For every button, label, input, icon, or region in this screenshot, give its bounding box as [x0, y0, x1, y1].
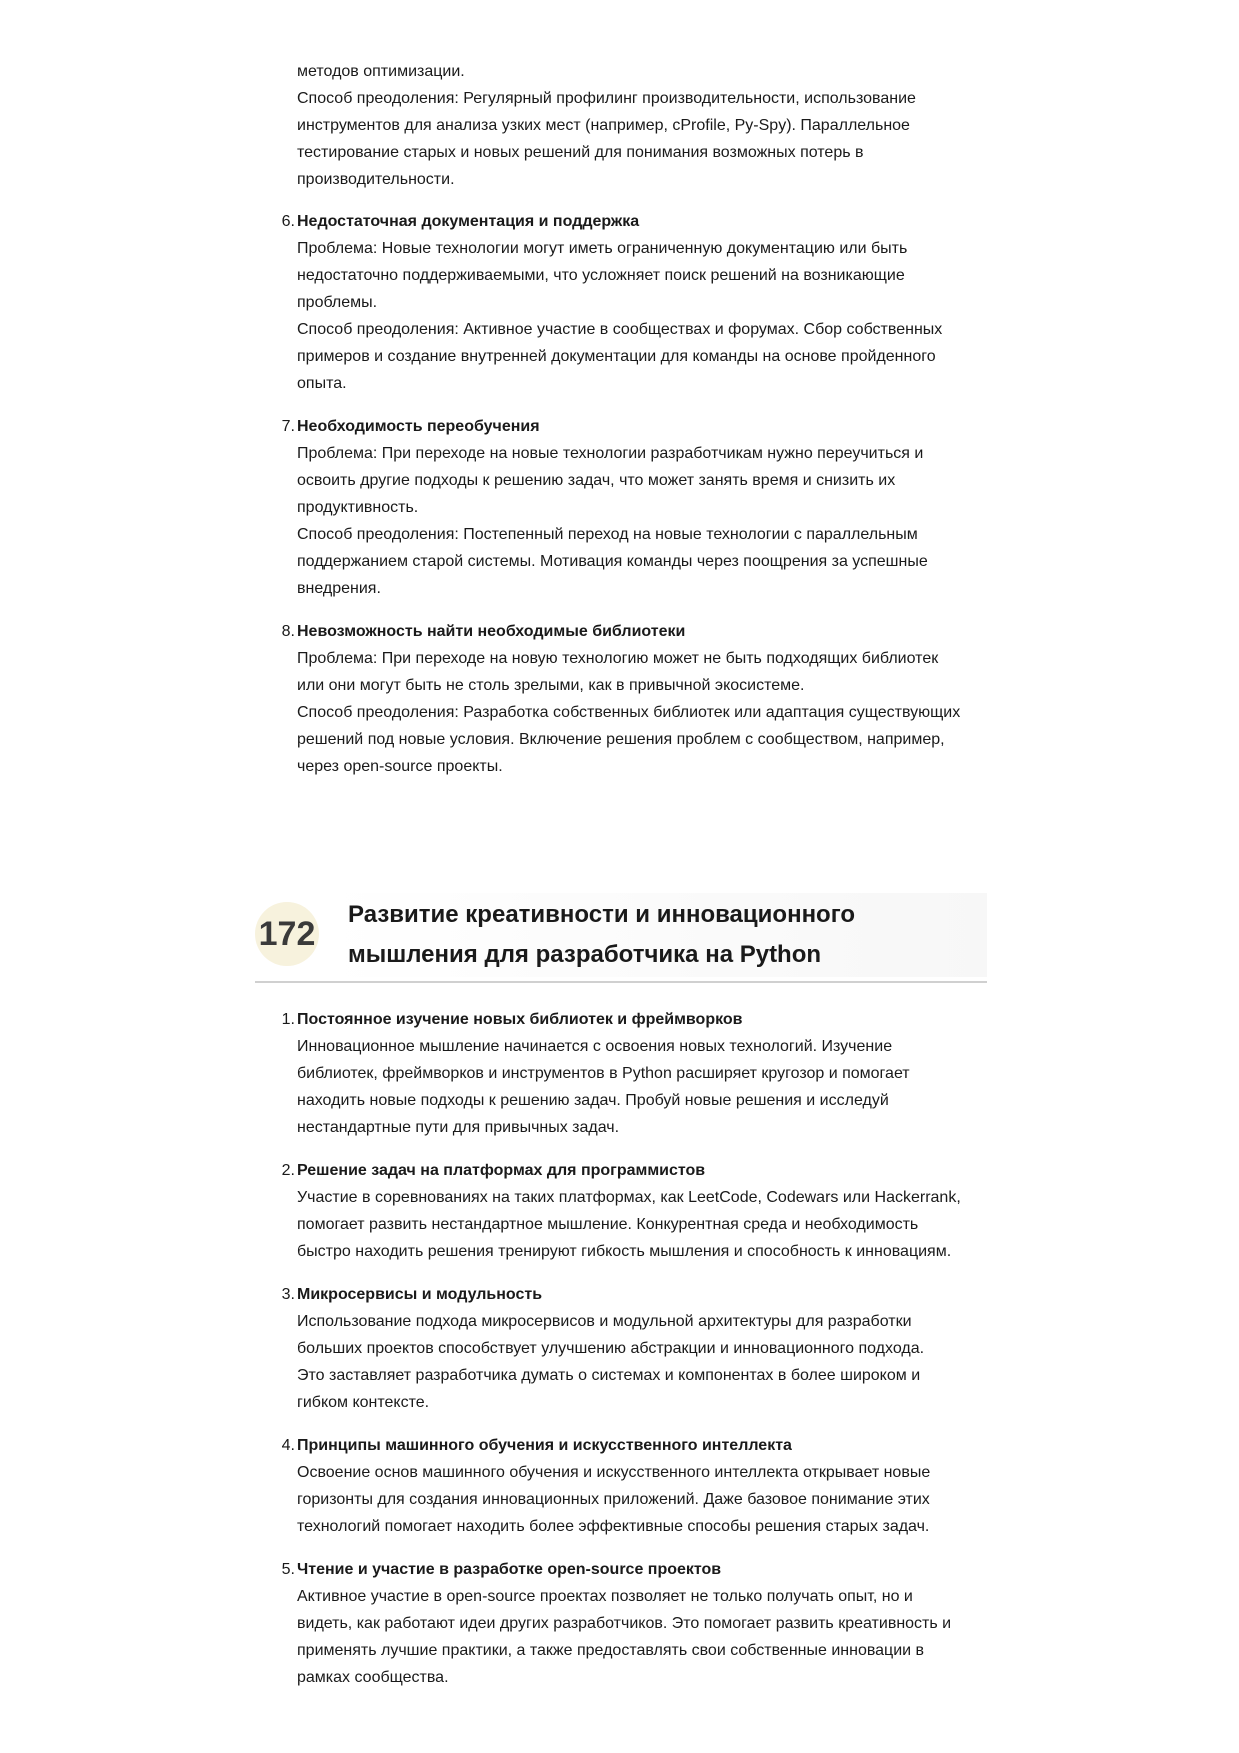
- item-number: 2.: [281, 1162, 295, 1179]
- text-line: горизонты для создания инновационных приложений. Даже базовое понимание этих: [297, 1491, 930, 1508]
- text-line: производительности.: [297, 171, 455, 188]
- text-line: продуктивность.: [297, 499, 419, 516]
- section-title-line: мышления для разработчика на Python: [348, 941, 822, 968]
- text-line: быстро находить решения тренируют гибкость мышления и способность к инновациям.: [297, 1243, 952, 1260]
- item-number: 6.: [281, 213, 295, 230]
- item-title: Недостаточная документация и поддержка: [297, 213, 640, 230]
- item-title: Принципы машинного обучения и искусственного интеллекта: [297, 1437, 792, 1454]
- item-number: 4.: [281, 1437, 295, 1454]
- item-number: 1.: [281, 1011, 295, 1028]
- text-line: Проблема: При переходе на новые технологии разработчикам нужно переучиться и: [297, 445, 924, 462]
- section-divider: [255, 981, 987, 983]
- text-line: Способ преодоления: Регулярный профилинг производительности, использование: [297, 90, 916, 107]
- text-line: недостаточно поддерживаемыми, что усложняет поиск решений на возникающие: [297, 267, 905, 284]
- section-number-badge: 172: [255, 902, 319, 966]
- item-title: Невозможность найти необходимые библиотеки: [297, 623, 686, 640]
- continuation-block: [297, 58, 997, 193]
- text-line: проблемы.: [297, 294, 378, 311]
- list-item: [281, 413, 997, 602]
- text-line: Проблема: При переходе на новую технологию может не быть подходящих библиотек: [297, 650, 939, 667]
- text-line: инструментов для анализа узких мест (например, cProfile, Py-Spy). Параллельное: [297, 117, 910, 134]
- text-line: помогает развить нестандартное мышление. Конкурентная среда и необходимость: [297, 1216, 919, 1233]
- text-line: тестирование старых и новых решений для понимания возможных потерь в: [297, 144, 864, 161]
- text-line: Освоение основ машинного обучения и искусственного интеллекта открывает новые: [297, 1464, 931, 1481]
- text-line: больших проектов способствует улучшению абстракции и инновационного подхода.: [297, 1340, 925, 1357]
- list-item: [281, 1556, 997, 1691]
- text-line: примеров и создание внутренней документации для команды на основе пройденного: [297, 348, 936, 365]
- text-line: Инновационное мышление начинается с освоения новых технологий. Изучение: [297, 1038, 893, 1055]
- text-line: находить новые подходы к решению задач. Пробуй новые решения и исследуй: [297, 1092, 889, 1109]
- item-title: Необходимость переобучения: [297, 418, 540, 435]
- text-line: библиотек, фреймворков и инструментов в Python расширяет кругозор и помогает: [297, 1065, 910, 1082]
- item-title: Чтение и участие в разработке open-source проектов: [297, 1561, 722, 1578]
- section-list: [281, 1006, 997, 1707]
- item-number: 5.: [281, 1561, 295, 1578]
- text-line: рамках сообщества.: [297, 1669, 449, 1686]
- text-line: технологий помогает находить более эффективные способы решения старых задач.: [297, 1518, 930, 1535]
- list-item: [281, 1432, 997, 1540]
- text-line: Способ преодоления: Разработка собственных библиотек или адаптация существующих: [297, 704, 961, 721]
- list-item: [281, 1281, 997, 1416]
- item-title: Постоянное изучение новых библиотек и фреймворков: [297, 1011, 743, 1028]
- top-list: [281, 208, 997, 796]
- text-line: освоить другие подходы к решению задач, что может занять время и снизить их: [297, 472, 896, 489]
- item-number: 3.: [281, 1286, 295, 1303]
- text-line: или они могут быть не столь зрелыми, как в привычной экосистеме.: [297, 677, 805, 694]
- item-number: 7.: [281, 418, 295, 435]
- text-line: Способ преодоления: Постепенный переход на новые технологии с параллельным: [297, 526, 918, 543]
- section-title: [348, 895, 968, 975]
- text-line: Это заставляет разработчика думать о системах и компонентах в более широком и: [297, 1367, 921, 1384]
- text-line: опыта.: [297, 375, 347, 392]
- list-item: [281, 208, 997, 397]
- text-line: нестандартные пути для привычных задач.: [297, 1119, 620, 1136]
- section-title-line: Развитие креативности и инновационного: [348, 901, 856, 928]
- list-item: [281, 618, 997, 780]
- text-line: через open-source проекты.: [297, 758, 503, 775]
- text-line: поддержанием старой системы. Мотивация команды через поощрения за успешные: [297, 553, 928, 570]
- text-line: Проблема: Новые технологии могут иметь ограниченную документацию или быть: [297, 240, 908, 257]
- text-line: Способ преодоления: Активное участие в сообществах и форумах. Сбор собственных: [297, 321, 943, 338]
- item-number: 8.: [281, 623, 295, 640]
- text-line: Активное участие в open-source проектах позволяет не только получать опыт, но и: [297, 1588, 913, 1605]
- list-item: [281, 1157, 997, 1265]
- item-title: Микросервисы и модульность: [297, 1286, 543, 1303]
- text-line: применять лучшие практики, а также предоставлять свои собственные инновации в: [297, 1642, 925, 1659]
- text-line: решений под новые условия. Включение решения проблем с сообществом, например,: [297, 731, 945, 748]
- section-header: [255, 885, 987, 983]
- text-line: методов оптимизации.: [297, 63, 465, 80]
- text-line: внедрения.: [297, 580, 381, 597]
- item-title: Решение задач на платформах для программистов: [297, 1162, 706, 1179]
- list-item: [281, 1006, 997, 1141]
- text-line: гибком контексте.: [297, 1394, 430, 1411]
- text-line: Использование подхода микросервисов и модульной архитектуры для разработки: [297, 1313, 912, 1330]
- text-line: видеть, как работают идеи других разработчиков. Это помогает развить креативность и: [297, 1615, 952, 1632]
- text-line: Участие в соревнованиях на таких платформах, как LeetCode, Codewars или Hackerrank,: [297, 1189, 961, 1206]
